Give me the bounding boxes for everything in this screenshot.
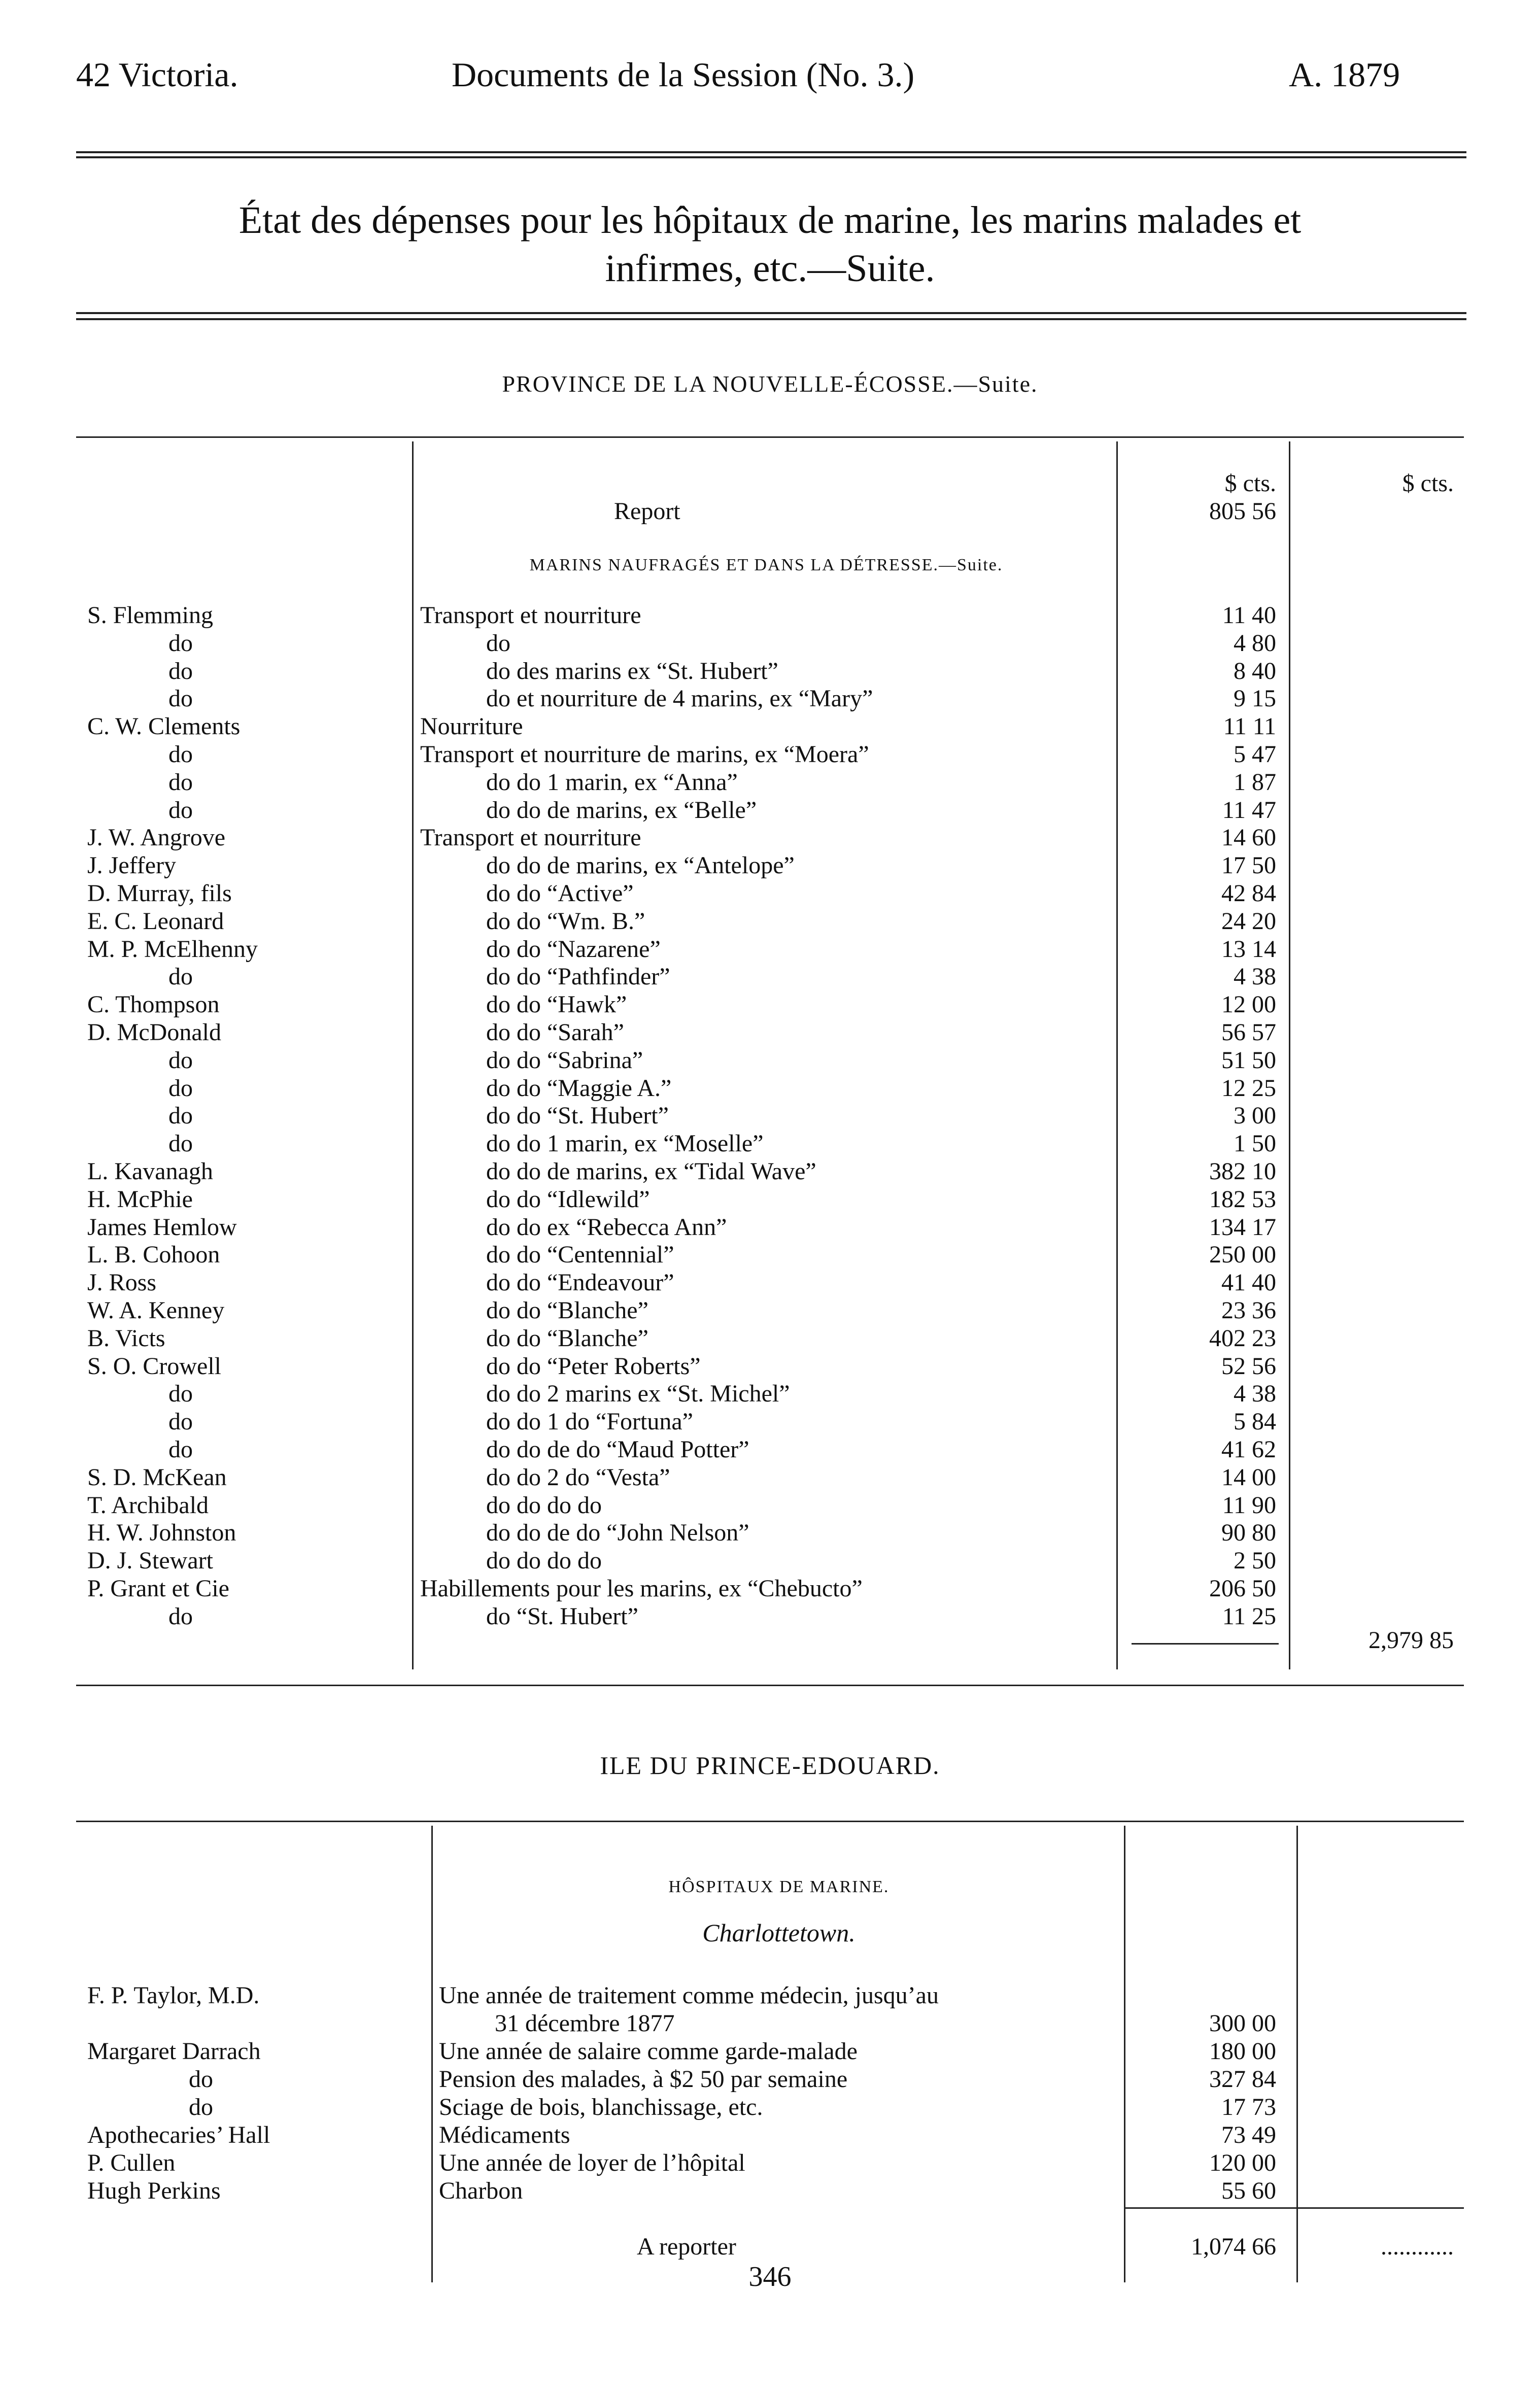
table-row (0, 2093, 1540, 2122)
amount: 11 90 (1222, 1491, 1276, 1519)
table-row (0, 1547, 1540, 1575)
payee-name: E. C. Leonard (87, 907, 224, 935)
amount: 300 00 (1209, 2010, 1276, 2037)
carry-amount: 1,074 66 (1191, 2233, 1276, 2260)
table-row (0, 1352, 1540, 1381)
amount: 1 50 (1234, 1130, 1276, 1157)
amount: 3 00 (1234, 1102, 1276, 1130)
amount: 4 38 (1234, 1380, 1276, 1408)
amount: 182 53 (1209, 1185, 1276, 1213)
expense-description: do do “Sabrina” (486, 1046, 643, 1074)
section1-subheading: MARINS NAUFRAGÉS ET DANS LA DÉTRESSE.—Suite. (529, 556, 1003, 574)
payee-name: do (168, 1380, 193, 1408)
payee-name: do (168, 1408, 193, 1435)
payee-name: S. O. Crowell (87, 1352, 221, 1380)
page-number: 346 (748, 2261, 792, 2293)
table-row (0, 685, 1540, 713)
header-rule-2 (76, 156, 1466, 158)
header-right: A. 1879 (1289, 55, 1400, 94)
expense-description: Charbon (439, 2177, 523, 2204)
expense-description: Une année de loyer de l’hôpital (439, 2149, 745, 2176)
payee-name: do (168, 1046, 193, 1074)
payee-name: H. W. Johnston (87, 1519, 236, 1547)
expense-description: do do “Maggie A.” (486, 1074, 672, 1102)
expense-description: do do “Centennial” (486, 1241, 674, 1269)
expense-description: Une année de traitement comme médecin, jusqu’au (439, 1982, 939, 2009)
payee-name: J. Ross (87, 1269, 157, 1296)
payee-name: C. Thompson (87, 991, 220, 1018)
payee-name: do (168, 741, 193, 768)
expense-description: do do 2 do “Vesta” (486, 1463, 670, 1491)
payee-name: P. Cullen (87, 2149, 176, 2176)
expense-description: do do 1 do “Fortuna” (486, 1408, 693, 1435)
table-row (0, 740, 1540, 769)
expense-description: Médicaments (439, 2122, 570, 2148)
table-row (0, 963, 1540, 991)
expense-description: do do de do “Maud Potter” (486, 1436, 749, 1463)
payee-name: do (168, 768, 193, 796)
table-row (0, 1185, 1540, 1214)
expense-description: do do “Blanche” (486, 1297, 648, 1324)
payee-name: M. P. McElhenny (87, 935, 258, 963)
payee-name: D. J. Stewart (87, 1547, 213, 1575)
expense-description: do do “Peter Roberts” (486, 1352, 701, 1380)
table-row (0, 2121, 1540, 2149)
amount: 250 00 (1209, 1241, 1276, 1269)
header-left: 42 Victoria. (76, 55, 238, 94)
expense-description: do do “Blanche” (486, 1324, 648, 1352)
table-row (0, 1213, 1540, 1242)
section2-top-rule (76, 1821, 1464, 1822)
amount: 11 40 (1222, 602, 1276, 629)
payee-name: S. D. McKean (87, 1463, 227, 1491)
amount: 5 47 (1234, 741, 1276, 768)
table-row (0, 1269, 1540, 1297)
page-title-line1: État des dépenses pour les hôpitaux de marine, les marins malades et (238, 199, 1302, 242)
section2-place: Charlottetown. (702, 1919, 855, 1947)
amount: 5 84 (1234, 1408, 1276, 1435)
expense-description: do do de marins, ex “Tidal Wave” (486, 1158, 816, 1185)
table-row (0, 1018, 1540, 1047)
table-row (0, 2037, 1540, 2066)
table-row (0, 1241, 1540, 1269)
header-center: Documents de la Session (No. 3.) (452, 55, 915, 94)
carry-label: A reporter (637, 2233, 736, 2260)
table-row (0, 768, 1540, 797)
amount: 52 56 (1221, 1352, 1276, 1380)
table-row (0, 879, 1540, 908)
expense-description: do do “Endeavour” (486, 1269, 674, 1296)
expense-description: Pension des malades, à $2 50 par semaine (439, 2066, 848, 2093)
amount: 41 40 (1221, 1269, 1276, 1296)
carry-row (0, 2233, 1540, 2261)
table-row (0, 851, 1540, 880)
amount: 12 00 (1221, 991, 1276, 1018)
amount: 4 80 (1234, 629, 1276, 657)
table-row (0, 990, 1540, 1019)
amount: 402 23 (1209, 1324, 1276, 1352)
amount: 73 49 (1221, 2122, 1276, 2148)
payee-name: B. Victs (87, 1324, 165, 1352)
amount: 55 60 (1221, 2177, 1276, 2204)
table-row (0, 1408, 1540, 1436)
expense-description: Transport et nourriture (420, 824, 641, 851)
expense-description: do et nourriture de 4 marins, ex “Mary” (486, 685, 873, 712)
table-row (0, 935, 1540, 964)
payee-name: do (168, 1074, 193, 1102)
amount: 180 00 (1209, 2038, 1276, 2065)
expense-description: do do de marins, ex “Antelope” (486, 852, 795, 879)
amount: 14 60 (1221, 824, 1276, 851)
payee-name: do (168, 963, 193, 990)
expense-description: do do “Wm. B.” (486, 907, 645, 935)
payee-name: Apothecaries’ Hall (87, 2122, 270, 2148)
expense-description: do “St. Hubert” (486, 1602, 638, 1630)
expense-description: Transport et nourriture de marins, ex “Moera” (420, 741, 869, 768)
payee-name: L. B. Cohoon (87, 1241, 220, 1269)
payee-name: P. Grant et Cie (87, 1575, 229, 1602)
amount: 24 20 (1221, 907, 1276, 935)
amount: 1 87 (1234, 768, 1276, 796)
amount: 23 36 (1221, 1297, 1276, 1324)
expense-description: do do “St. Hubert” (486, 1102, 669, 1130)
amount: 90 80 (1221, 1519, 1276, 1547)
report-amount: 805 56 (1209, 498, 1276, 525)
amount: 2 50 (1234, 1547, 1276, 1575)
table-row (0, 1074, 1540, 1103)
expense-description: do do “Hawk” (486, 991, 627, 1018)
expense-description: do do 1 marin, ex “Anna” (486, 768, 738, 796)
table-row (0, 1380, 1540, 1408)
table-row (0, 2149, 1540, 2177)
amount: 56 57 (1221, 1019, 1276, 1046)
table-row (0, 1981, 1540, 2010)
expense-description: do do 1 marin, ex “Moselle” (486, 1130, 764, 1157)
payee-name: D. Murray, fils (87, 880, 232, 907)
payee-name: do (168, 685, 193, 712)
payee-name: W. A. Kenney (87, 1297, 225, 1324)
header-rule-1 (76, 151, 1466, 153)
table-row (0, 1491, 1540, 1520)
amount: 206 50 (1209, 1575, 1276, 1602)
payee-name: do (168, 1436, 193, 1463)
payee-name: T. Archibald (87, 1491, 209, 1519)
payee-name: do (168, 657, 193, 685)
expense-description: do do do do (486, 1547, 602, 1575)
table-row (0, 712, 1540, 741)
expense-description: do do de do “John Nelson” (486, 1519, 749, 1547)
table-row (0, 1575, 1540, 1603)
payee-name: do (168, 1102, 193, 1130)
table-row (0, 2065, 1540, 2094)
page-title-line2: infirmes, etc.—Suite. (605, 247, 935, 290)
expense-description: do do “Sarah” (486, 1019, 624, 1046)
expense-description: Habillements pour les marins, ex “Chebucto” (420, 1575, 863, 1602)
amount: 14 00 (1221, 1463, 1276, 1491)
table-row (0, 2177, 1540, 2205)
payee-name: do (189, 2094, 213, 2121)
amount: 41 62 (1221, 1436, 1276, 1463)
section1-top-rule (76, 436, 1464, 438)
amount: 13 14 (1221, 935, 1276, 963)
table-row (0, 2009, 1540, 2038)
payee-name: J. Jeffery (87, 852, 177, 879)
table-row (0, 601, 1540, 630)
table-row (0, 1102, 1540, 1130)
expense-description: do do “Active” (486, 880, 634, 907)
table-row (0, 629, 1540, 658)
payee-name: C. W. Clements (87, 713, 241, 740)
payee-name: D. McDonald (87, 1019, 221, 1046)
section1-bottom-rule (76, 1685, 1464, 1686)
table-row (0, 824, 1540, 852)
carry-rule (1124, 2207, 1464, 2209)
payee-name: do (168, 1130, 193, 1157)
payee-name: F. P. Taylor, M.D. (87, 1982, 260, 2009)
expense-description: do do “Nazarene” (486, 935, 661, 963)
col-header-dollars: $ cts. (1224, 470, 1276, 497)
table-row (0, 1324, 1540, 1353)
payee-name: H. McPhie (87, 1185, 193, 1213)
amount: 9 15 (1234, 685, 1276, 712)
expense-description: do do 2 marins ex “St. Michel” (486, 1380, 790, 1408)
amount: 4 38 (1234, 963, 1276, 990)
table-row (0, 1157, 1540, 1186)
expense-description: do des marins ex “St. Hubert” (486, 657, 778, 685)
amount: 17 50 (1221, 852, 1276, 879)
table-row (0, 1046, 1540, 1075)
amount: 8 40 (1234, 657, 1276, 685)
amount: 12 25 (1221, 1074, 1276, 1102)
section1-total: 2,979 85 (1368, 1627, 1454, 1654)
col-header-total: $ cts. (1402, 470, 1454, 497)
table-row (0, 1130, 1540, 1158)
payee-name: J. W. Angrove (87, 824, 226, 851)
carry-dots: ............ (1381, 2233, 1454, 2260)
amount: 42 84 (1221, 880, 1276, 907)
amount: 11 25 (1222, 1602, 1276, 1630)
expense-description: Sciage de bois, blanchissage, etc. (439, 2094, 763, 2121)
payee-name: do (189, 2066, 213, 2093)
expense-description: Nourriture (420, 713, 523, 740)
amount: 51 50 (1221, 1046, 1276, 1074)
section2-heading: ILE DU PRINCE-EDOUARD. (600, 1751, 940, 1780)
expense-description: do do ex “Rebecca Ann” (486, 1213, 727, 1241)
expense-description: do do do do (486, 1491, 602, 1519)
payee-name: Hugh Perkins (87, 2177, 221, 2204)
payee-name: James Hemlow (87, 1213, 237, 1241)
amount: 11 47 (1222, 796, 1276, 824)
table-row (0, 796, 1540, 825)
report-label: Report (614, 498, 680, 525)
expense-description: do do “Idlewild” (486, 1185, 650, 1213)
amount: 382 10 (1209, 1158, 1276, 1185)
amount: 17 73 (1221, 2094, 1276, 2121)
table-row (0, 657, 1540, 686)
expense-description: Transport et nourriture (420, 602, 641, 629)
expense-description: do (486, 629, 510, 657)
expense-description: 31 décembre 1877 (495, 2010, 675, 2037)
expense-description: do do de marins, ex “Belle” (486, 796, 757, 824)
table-row (0, 907, 1540, 936)
section1-heading: PROVINCE DE LA NOUVELLE-ÉCOSSE.—Suite. (502, 371, 1038, 397)
expense-description: Une année de salaire comme garde-malade (439, 2038, 858, 2065)
payee-name: L. Kavanagh (87, 1158, 213, 1185)
amount: 120 00 (1209, 2149, 1276, 2176)
title-rule-1 (76, 312, 1466, 314)
amount: 11 11 (1223, 713, 1276, 740)
payee-name: Margaret Darrach (87, 2038, 261, 2065)
report-row (0, 497, 1540, 526)
section1-total-row (0, 1626, 1540, 1655)
table-row (0, 1296, 1540, 1325)
table-row (0, 1463, 1540, 1492)
payee-name: do (168, 796, 193, 824)
title-rule-2 (76, 318, 1466, 320)
section2-subheading: HÔSPITAUX DE MARINE. (668, 1877, 889, 1896)
payee-name: do (168, 629, 193, 657)
table-row (0, 1519, 1540, 1547)
payee-name: S. Flemming (87, 602, 214, 629)
expense-description: do do “Pathfinder” (486, 963, 670, 990)
amount: 327 84 (1209, 2066, 1276, 2093)
amount: 134 17 (1209, 1213, 1276, 1241)
payee-name: do (168, 1602, 193, 1630)
table-row (0, 1435, 1540, 1464)
